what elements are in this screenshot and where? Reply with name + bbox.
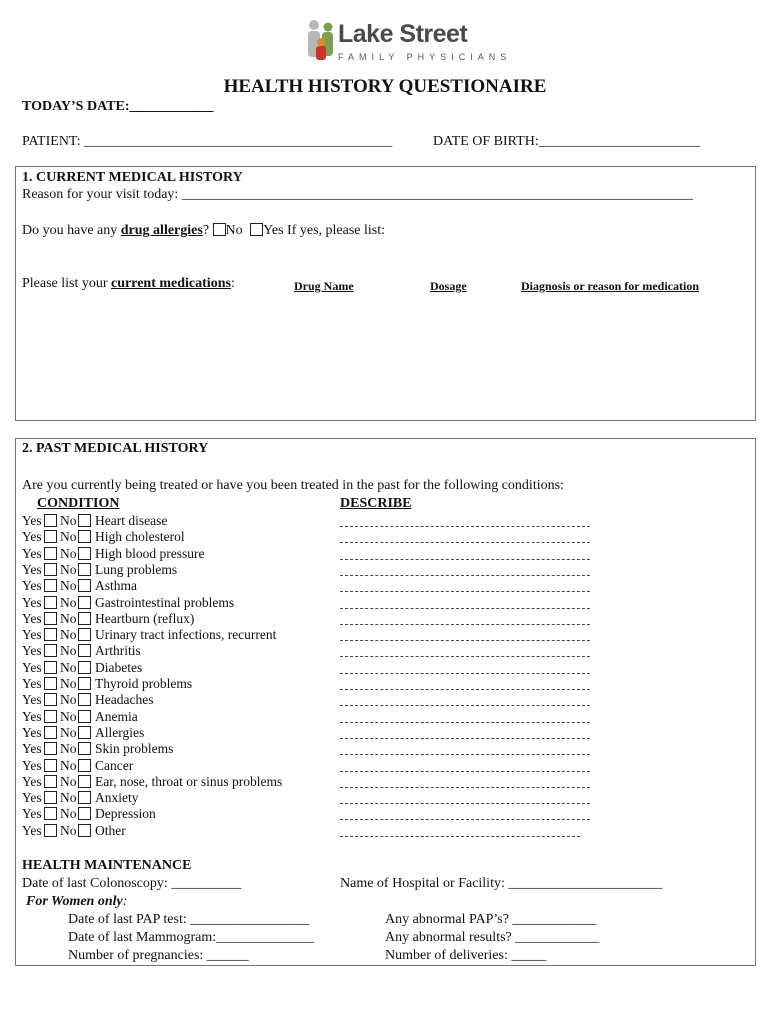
describe-line[interactable] bbox=[340, 803, 590, 804]
condition-row bbox=[22, 692, 153, 708]
describe-line[interactable] bbox=[340, 738, 590, 739]
condition-row bbox=[22, 758, 133, 774]
yes-checkbox[interactable] bbox=[44, 710, 57, 723]
condition-name: Urinary tract infections, recurrent bbox=[95, 627, 277, 642]
describe-line[interactable] bbox=[340, 559, 590, 560]
condition-row bbox=[22, 660, 142, 676]
no-label: No bbox=[60, 660, 77, 675]
section2-heading: 2. PAST MEDICAL HISTORY bbox=[22, 441, 209, 456]
yes-checkbox[interactable] bbox=[44, 563, 57, 576]
describe-line[interactable] bbox=[340, 754, 590, 755]
no-label: No bbox=[60, 529, 77, 544]
women-only-text: For Women only bbox=[26, 894, 123, 909]
no-checkbox[interactable] bbox=[78, 693, 91, 706]
yes-checkbox[interactable] bbox=[44, 514, 57, 527]
yes-checkbox[interactable] bbox=[44, 791, 57, 804]
todays-date-field[interactable] bbox=[22, 99, 214, 115]
family-logo-icon bbox=[304, 18, 338, 62]
current-medications-label bbox=[22, 276, 235, 292]
yes-checkbox[interactable] bbox=[44, 628, 57, 641]
condition-name: Cancer bbox=[95, 758, 134, 773]
allergy-yes-checkbox[interactable] bbox=[250, 223, 263, 236]
condition-row bbox=[22, 774, 282, 790]
patient-field[interactable] bbox=[22, 134, 392, 150]
dob-blank[interactable]: _______________________ bbox=[538, 134, 700, 149]
yes-label: Yes bbox=[22, 709, 42, 724]
condition-row bbox=[22, 806, 156, 822]
condition-name: Heart disease bbox=[95, 513, 168, 528]
no-checkbox[interactable] bbox=[78, 677, 91, 690]
colonoscopy-field[interactable]: Date of last Colonoscopy: __________ bbox=[22, 876, 242, 891]
no-checkbox[interactable] bbox=[78, 726, 91, 739]
describe-line[interactable] bbox=[340, 771, 590, 772]
condition-name: Arthritis bbox=[95, 643, 141, 658]
yes-checkbox[interactable] bbox=[44, 742, 57, 755]
no-label: No bbox=[60, 513, 77, 528]
condition-name: Thyroid problems bbox=[95, 676, 193, 691]
no-label: No bbox=[60, 709, 77, 724]
condition-name: Headaches bbox=[95, 692, 154, 707]
logo-name: Lake Street bbox=[338, 20, 468, 48]
yes-label: Yes bbox=[22, 774, 42, 789]
condition-row bbox=[22, 741, 173, 757]
yes-label: Yes bbox=[22, 595, 42, 610]
condition-row bbox=[22, 627, 276, 643]
yes-checkbox[interactable] bbox=[44, 596, 57, 609]
diagnosis-header: Diagnosis or reason for medication bbox=[521, 279, 700, 293]
describe-line[interactable] bbox=[340, 656, 590, 657]
yes-checkbox[interactable] bbox=[44, 775, 57, 788]
condition-name: Gastrointestinal problems bbox=[95, 595, 235, 610]
yes-label: Yes bbox=[22, 823, 42, 838]
no-label: No bbox=[60, 578, 77, 593]
yes-label: Yes bbox=[22, 758, 42, 773]
no-checkbox[interactable] bbox=[78, 742, 91, 755]
visit-reason-field[interactable] bbox=[22, 187, 693, 203]
women-only-label bbox=[26, 894, 127, 910]
condition-name: Lung problems bbox=[95, 562, 178, 577]
describe-line[interactable] bbox=[340, 575, 590, 576]
yes-label: Yes bbox=[22, 725, 42, 740]
practice-logo bbox=[300, 14, 512, 74]
condition-row bbox=[22, 595, 234, 611]
yes-label: Yes bbox=[22, 529, 42, 544]
describe-line[interactable] bbox=[340, 705, 590, 706]
no-label: No bbox=[60, 562, 77, 577]
meds-colon: : bbox=[230, 276, 235, 291]
condition-row bbox=[22, 790, 139, 806]
condition-name: Asthma bbox=[95, 578, 137, 593]
describe-line[interactable] bbox=[340, 640, 590, 641]
no-label: No bbox=[60, 725, 77, 740]
allergy-q: ? bbox=[202, 223, 210, 238]
condition-name: Anxiety bbox=[95, 790, 139, 805]
meds-prefix: Please list your bbox=[22, 276, 112, 291]
women-only-colon: : bbox=[122, 894, 128, 909]
yes-label: Yes bbox=[22, 676, 42, 691]
condition-row bbox=[22, 546, 204, 562]
section1-heading: 1. CURRENT MEDICAL HISTORY bbox=[22, 170, 243, 185]
yes-checkbox[interactable] bbox=[44, 661, 57, 674]
section2-intro: Are you currently being treated or have you been treated in the past for the following conditions: bbox=[22, 478, 564, 493]
yes-checkbox[interactable] bbox=[44, 759, 57, 772]
no-label: No bbox=[60, 741, 77, 756]
drug-name-header: Drug Name bbox=[294, 279, 354, 293]
condition-row bbox=[22, 562, 177, 578]
allergy-prefix: Do you have any bbox=[22, 223, 121, 238]
no-checkbox[interactable] bbox=[78, 759, 91, 772]
health-maintenance-heading: HEALTH MAINTENANCE bbox=[22, 858, 192, 873]
condition-row bbox=[22, 513, 167, 529]
no-checkbox[interactable] bbox=[78, 807, 91, 820]
allergy-bold: drug allergies bbox=[120, 223, 203, 238]
describe-line[interactable] bbox=[340, 689, 590, 690]
no-label: No bbox=[60, 627, 77, 642]
meds-bold: current medications bbox=[111, 276, 231, 291]
yes-label: Yes bbox=[22, 611, 42, 626]
describe-header: DESCRIBE bbox=[340, 496, 412, 511]
pap-test-field[interactable]: Date of last PAP test: _________________ bbox=[68, 912, 310, 927]
describe-line[interactable] bbox=[340, 624, 590, 625]
todays-date-blank[interactable]: ____________ bbox=[129, 99, 214, 114]
yes-checkbox[interactable] bbox=[44, 824, 57, 837]
yes-label: Yes bbox=[22, 627, 42, 642]
describe-line[interactable] bbox=[340, 673, 590, 674]
allergy-yes-label: Yes bbox=[263, 223, 284, 238]
yes-checkbox[interactable] bbox=[44, 693, 57, 706]
form-title: HEALTH HISTORY QUESTIONAIRE bbox=[223, 76, 547, 97]
condition-row bbox=[22, 578, 137, 594]
dosage-header: Dosage bbox=[430, 279, 467, 293]
yes-checkbox[interactable] bbox=[44, 547, 57, 560]
condition-row bbox=[22, 611, 194, 627]
yes-label: Yes bbox=[22, 546, 42, 561]
drug-allergies-question bbox=[22, 223, 385, 239]
no-label: No bbox=[60, 611, 77, 626]
yes-label: Yes bbox=[22, 562, 42, 577]
no-checkbox[interactable] bbox=[78, 661, 91, 674]
yes-label: Yes bbox=[22, 643, 42, 658]
yes-label: Yes bbox=[22, 790, 42, 805]
yes-checkbox[interactable] bbox=[44, 644, 57, 657]
no-label: No bbox=[60, 806, 77, 821]
visit-reason-blank[interactable]: _________________________________________________________________________ bbox=[181, 187, 693, 202]
describe-line[interactable] bbox=[340, 591, 590, 592]
yes-label: Yes bbox=[22, 513, 42, 528]
no-checkbox[interactable] bbox=[78, 710, 91, 723]
yes-label: Yes bbox=[22, 806, 42, 821]
describe-line[interactable] bbox=[340, 608, 590, 609]
allergy-no-checkbox[interactable] bbox=[213, 223, 226, 236]
describe-line[interactable] bbox=[340, 542, 590, 543]
no-label: No bbox=[60, 758, 77, 773]
describe-line[interactable] bbox=[340, 819, 590, 820]
abnormal-pap-field[interactable]: Any abnormal PAP’s? ____________ bbox=[385, 912, 597, 927]
allergy-if-yes: If yes, please list: bbox=[283, 223, 386, 238]
dob-label: DATE OF BIRTH: bbox=[433, 134, 539, 149]
yes-checkbox[interactable] bbox=[44, 726, 57, 739]
no-label: No bbox=[60, 546, 77, 561]
condition-row bbox=[22, 643, 141, 659]
pregnancies-field[interactable]: Number of pregnancies: ______ bbox=[68, 948, 249, 963]
hospital-field[interactable]: Name of Hospital or Facility: ______________________ bbox=[340, 876, 663, 891]
condition-row bbox=[22, 725, 144, 741]
condition-name: Allergies bbox=[95, 725, 145, 740]
condition-row bbox=[22, 529, 185, 545]
no-checkbox[interactable] bbox=[78, 824, 91, 837]
no-checkbox[interactable] bbox=[78, 563, 91, 576]
condition-name: Heartburn (reflux) bbox=[95, 611, 195, 626]
allergy-no-label: No bbox=[225, 223, 243, 238]
yes-label: Yes bbox=[22, 741, 42, 756]
abnormal-results-field[interactable]: Any abnormal results? ____________ bbox=[385, 930, 600, 945]
yes-label: Yes bbox=[22, 692, 42, 707]
todays-date-label: TODAY’S DATE: bbox=[22, 99, 130, 114]
logo-subtitle: FAMILY PHYSICIANS bbox=[338, 52, 512, 62]
condition-name: Diabetes bbox=[95, 660, 143, 675]
yes-checkbox[interactable] bbox=[44, 579, 57, 592]
condition-name: Other bbox=[95, 823, 126, 838]
yes-label: Yes bbox=[22, 660, 42, 675]
no-checkbox[interactable] bbox=[78, 791, 91, 804]
patient-blank[interactable]: ____________________________________________ bbox=[84, 134, 393, 149]
no-label: No bbox=[60, 595, 77, 610]
yes-checkbox[interactable] bbox=[44, 612, 57, 625]
no-checkbox[interactable] bbox=[78, 644, 91, 657]
condition-name: Anemia bbox=[95, 709, 138, 724]
condition-header: CONDITION bbox=[37, 496, 120, 511]
yes-label: Yes bbox=[22, 578, 42, 593]
no-checkbox[interactable] bbox=[78, 628, 91, 641]
medications-entry-area[interactable] bbox=[22, 298, 747, 413]
condition-row bbox=[22, 676, 192, 692]
patient-label: PATIENT: bbox=[22, 134, 81, 149]
condition-name: Depression bbox=[95, 806, 156, 821]
no-checkbox[interactable] bbox=[78, 775, 91, 788]
describe-line[interactable] bbox=[340, 722, 590, 723]
no-checkbox[interactable] bbox=[78, 612, 91, 625]
condition-row bbox=[22, 823, 126, 839]
no-label: No bbox=[60, 774, 77, 789]
dob-field[interactable] bbox=[433, 134, 700, 150]
no-label: No bbox=[60, 676, 77, 691]
condition-row bbox=[22, 709, 138, 725]
mammogram-field[interactable]: Date of last Mammogram:______________ bbox=[68, 930, 315, 945]
yes-checkbox[interactable] bbox=[44, 677, 57, 690]
condition-name: High blood pressure bbox=[95, 546, 205, 561]
condition-name: Skin problems bbox=[95, 741, 174, 756]
no-label: No bbox=[60, 823, 77, 838]
no-label: No bbox=[60, 790, 77, 805]
condition-name: High cholesterol bbox=[95, 529, 185, 544]
no-checkbox[interactable] bbox=[78, 547, 91, 560]
describe-line[interactable] bbox=[340, 836, 580, 837]
no-checkbox[interactable] bbox=[78, 530, 91, 543]
no-checkbox[interactable] bbox=[78, 514, 91, 527]
no-checkbox[interactable] bbox=[78, 579, 91, 592]
no-label: No bbox=[60, 692, 77, 707]
describe-line[interactable] bbox=[340, 526, 590, 527]
no-checkbox[interactable] bbox=[78, 596, 91, 609]
yes-checkbox[interactable] bbox=[44, 807, 57, 820]
no-label: No bbox=[60, 643, 77, 658]
condition-name: Ear, nose, throat or sinus problems bbox=[95, 774, 283, 789]
visit-reason-label: Reason for your visit today: bbox=[22, 187, 179, 202]
deliveries-field[interactable]: Number of deliveries: _____ bbox=[385, 948, 547, 963]
yes-checkbox[interactable] bbox=[44, 530, 57, 543]
describe-line[interactable] bbox=[340, 787, 590, 788]
